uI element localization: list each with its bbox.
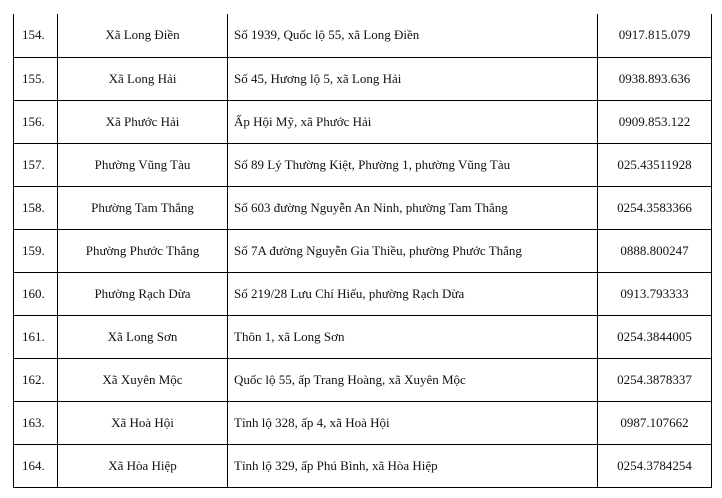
unit-name: Phường Phước Thắng bbox=[58, 229, 228, 272]
table-row bbox=[14, 143, 712, 186]
row-number: 164. bbox=[14, 444, 58, 487]
table-row bbox=[14, 186, 712, 229]
row-number: 156. bbox=[14, 100, 58, 143]
unit-name: Xã Phước Hải bbox=[58, 100, 228, 143]
unit-name: Phường Vũng Tàu bbox=[58, 143, 228, 186]
unit-address: Tỉnh lộ 329, ấp Phú Bình, xã Hòa Hiệp bbox=[228, 444, 598, 487]
unit-address: Số 1939, Quốc lộ 55, xã Long Điền bbox=[228, 14, 598, 57]
unit-address: Số 219/28 Lưu Chí Hiếu, phường Rạch Dừa bbox=[228, 272, 598, 315]
unit-name: Xã Hoà Hội bbox=[58, 401, 228, 444]
row-number: 160. bbox=[14, 272, 58, 315]
table-row bbox=[14, 100, 712, 143]
unit-phone: 0987.107662 bbox=[598, 401, 712, 444]
unit-phone: 0254.3844005 bbox=[598, 315, 712, 358]
row-number: 155. bbox=[14, 57, 58, 100]
unit-phone: 0888.800247 bbox=[598, 229, 712, 272]
table-row bbox=[14, 401, 712, 444]
unit-address: Số 603 đường Nguyễn An Ninh, phường Tam Thắng bbox=[228, 186, 598, 229]
unit-name: Xã Long Sơn bbox=[58, 315, 228, 358]
unit-phone: 025.43511928 bbox=[598, 143, 712, 186]
table-row bbox=[14, 272, 712, 315]
unit-phone: 0254.3583366 bbox=[598, 186, 712, 229]
row-number: 154. bbox=[14, 14, 58, 57]
table-row bbox=[14, 57, 712, 100]
unit-name: Xã Xuyên Mộc bbox=[58, 358, 228, 401]
office-directory-table bbox=[13, 14, 712, 488]
unit-address: Thôn 1, xã Long Sơn bbox=[228, 315, 598, 358]
unit-name: Xã Long Hải bbox=[58, 57, 228, 100]
unit-address: Quốc lộ 55, ấp Trang Hoàng, xã Xuyên Mộc bbox=[228, 358, 598, 401]
unit-phone: 0909.853.122 bbox=[598, 100, 712, 143]
unit-address: Số 89 Lý Thường Kiệt, Phường 1, phường Vũng Tàu bbox=[228, 143, 598, 186]
row-number: 159. bbox=[14, 229, 58, 272]
unit-phone: 0938.893.636 bbox=[598, 57, 712, 100]
unit-name: Phường Tam Thắng bbox=[58, 186, 228, 229]
table-row bbox=[14, 358, 712, 401]
unit-address: Tỉnh lộ 328, ấp 4, xã Hoà Hội bbox=[228, 401, 598, 444]
table-row bbox=[14, 14, 712, 57]
document-page bbox=[13, 14, 711, 488]
unit-phone: 0913.793333 bbox=[598, 272, 712, 315]
row-number: 161. bbox=[14, 315, 58, 358]
row-number: 162. bbox=[14, 358, 58, 401]
table-body bbox=[14, 14, 712, 487]
unit-address: Ấp Hội Mỹ, xã Phước Hải bbox=[228, 100, 598, 143]
row-number: 158. bbox=[14, 186, 58, 229]
unit-name: Phường Rạch Dừa bbox=[58, 272, 228, 315]
table-row bbox=[14, 229, 712, 272]
row-number: 157. bbox=[14, 143, 58, 186]
unit-phone: 0254.3784254 bbox=[598, 444, 712, 487]
unit-phone: 0254.3878337 bbox=[598, 358, 712, 401]
unit-name: Xã Hòa Hiệp bbox=[58, 444, 228, 487]
unit-phone: 0917.815.079 bbox=[598, 14, 712, 57]
table-row bbox=[14, 315, 712, 358]
unit-address: Số 45, Hương lộ 5, xã Long Hải bbox=[228, 57, 598, 100]
row-number: 163. bbox=[14, 401, 58, 444]
unit-name: Xã Long Điền bbox=[58, 14, 228, 57]
table-row bbox=[14, 444, 712, 487]
unit-address: Số 7A đường Nguyễn Gia Thiều, phường Phước Thắng bbox=[228, 229, 598, 272]
